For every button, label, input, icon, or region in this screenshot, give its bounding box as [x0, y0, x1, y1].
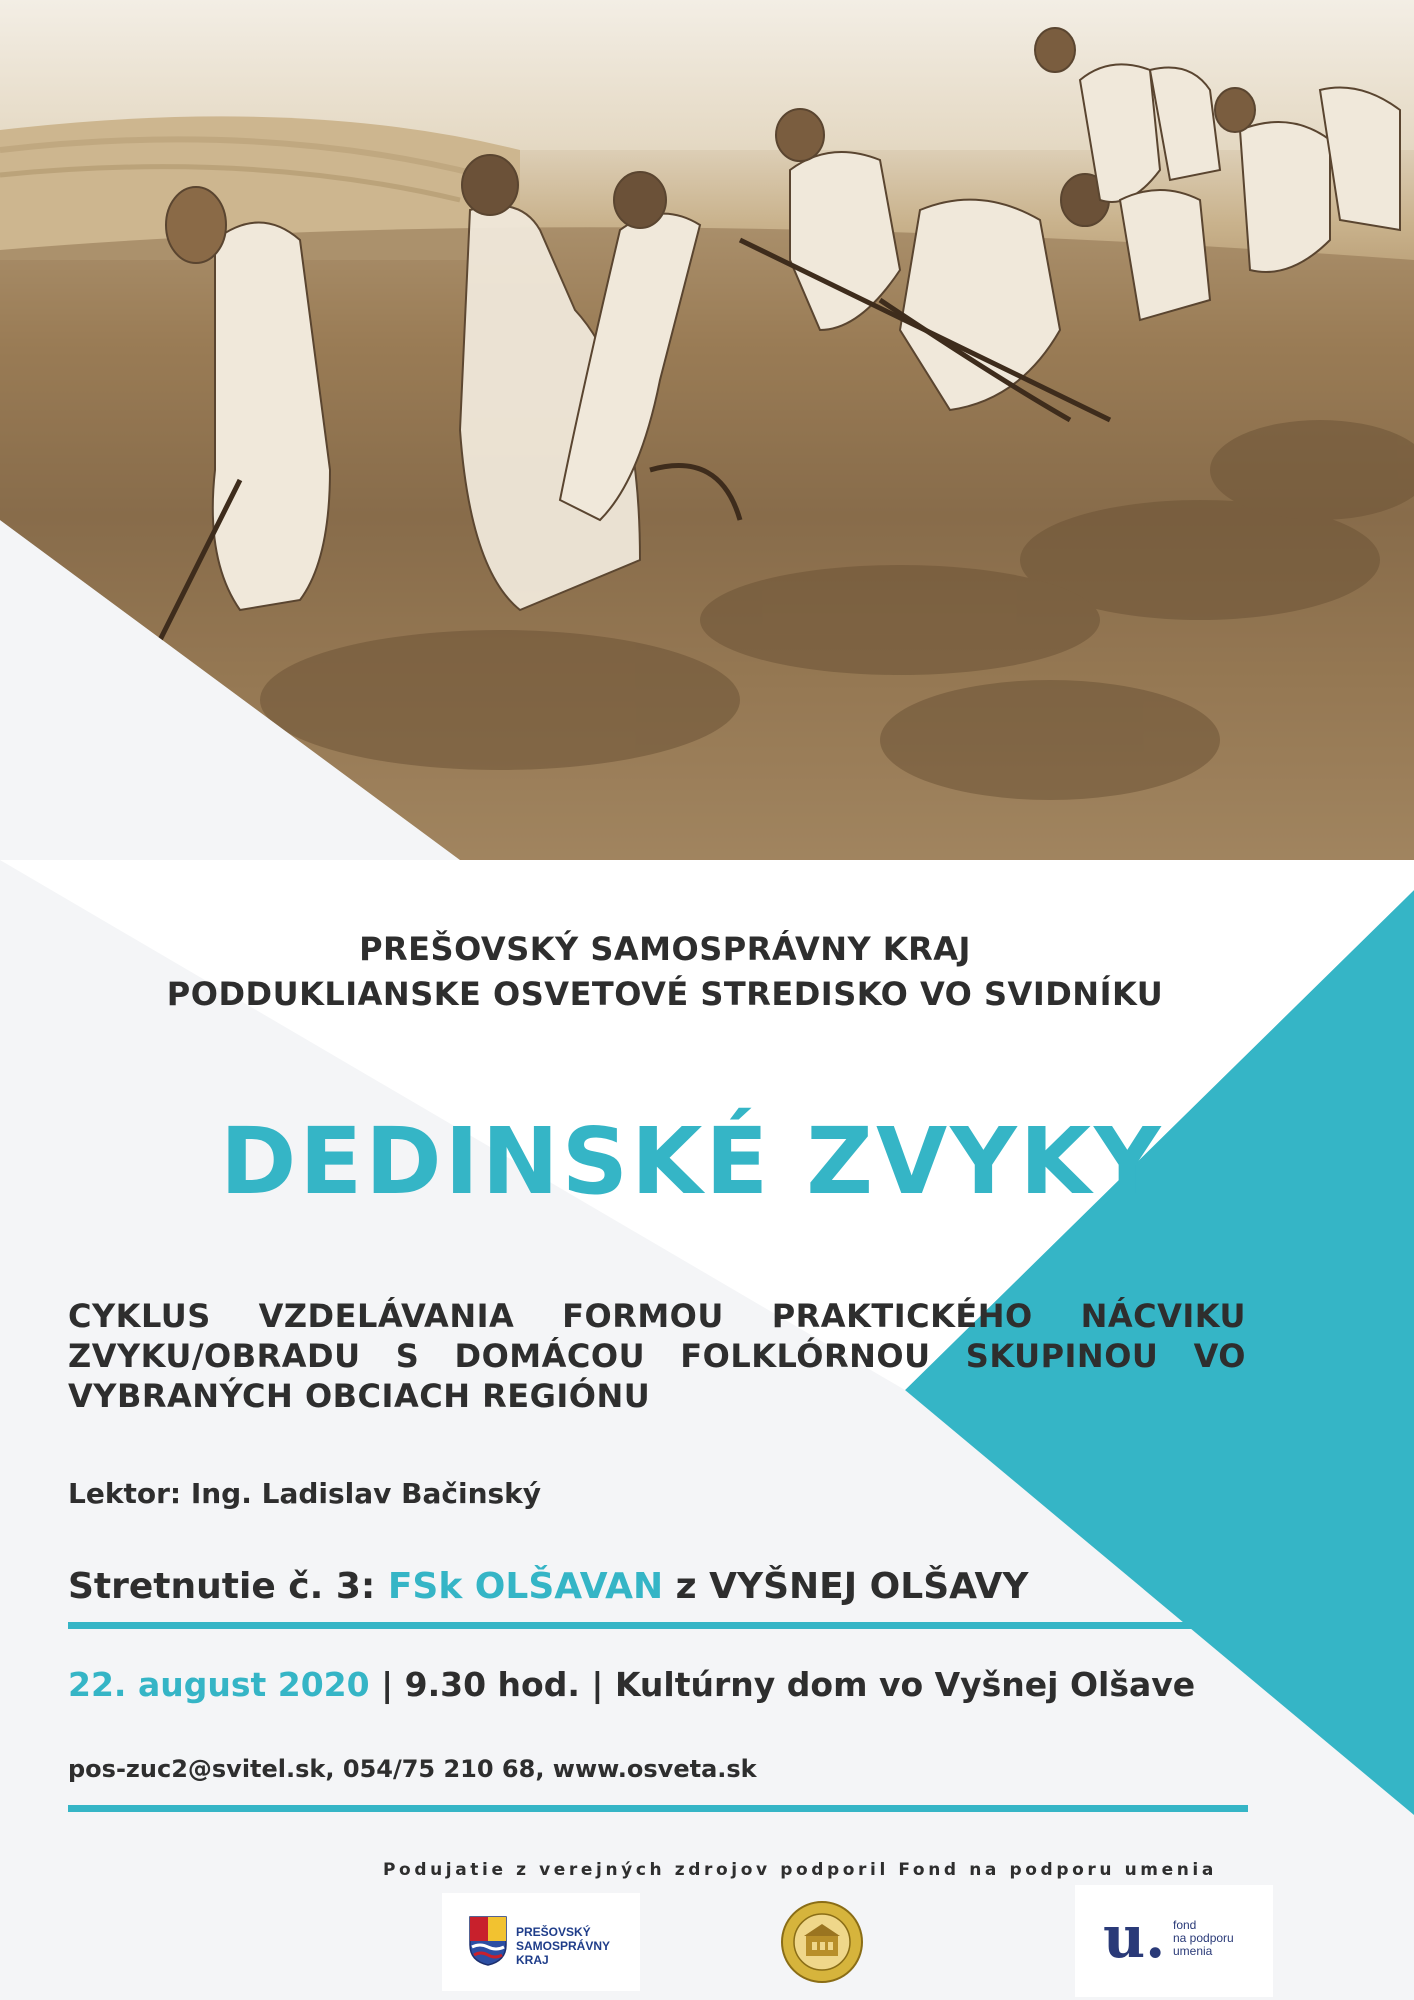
harvest-illustration	[0, 0, 1414, 860]
org-line-1: PREŠOVSKÝ SAMOSPRÁVNY KRAJ	[359, 930, 971, 968]
event-venue: Kultúrny dom vo Vyšnej Olšave	[614, 1665, 1196, 1704]
meeting-line	[68, 1566, 1028, 1607]
event-description: CYKLUS VZDELÁVANIA FORMOU PRAKTICKÉHO NÁCVIKU ZVYKU/OBRADU S DOMÁCOU FOLKLÓRNOU SKUPINOU VO VYBRANÝCH OBCIACH REGIÓNU	[68, 1297, 1246, 1415]
meeting-prefix: Stretnutie č. 3:	[68, 1566, 376, 1607]
fond-mark: u.	[1103, 1903, 1166, 1971]
psk-line-3: KRAJ	[516, 1953, 549, 1967]
divider-top	[68, 1622, 1248, 1629]
psk-line-2: SAMOSPRÁVNY	[516, 1939, 611, 1953]
event-date: 22. august 2020	[68, 1665, 370, 1704]
event-time: 9.30 hod.	[404, 1665, 580, 1704]
harvest-photo	[0, 0, 1414, 860]
fond-logo	[1075, 1885, 1273, 1997]
meeting-suffix: z VYŠNEJ OLŠAVY	[675, 1566, 1029, 1607]
separator-2: |	[591, 1665, 604, 1704]
org-line-2: PODDUKLIANSKE OSVETOVÉ STREDISKO VO SVIDNÍKU	[166, 975, 1164, 1013]
divider-bottom	[68, 1805, 1248, 1812]
meeting-group: FSk OLŠAVAN	[387, 1566, 664, 1607]
lecturer: Lektor: Ing. Ladislav Bačinský	[68, 1477, 542, 1510]
psk-logo	[442, 1893, 640, 1991]
psk-coat-of-arms-icon	[468, 1915, 508, 1967]
pos-seal-logo	[780, 1900, 864, 1984]
separator-1: |	[381, 1665, 394, 1704]
contact-info: pos-zuc2@svitel.sk, 054/75 210 68, www.osveta.sk	[68, 1755, 757, 1783]
fond-line-1: fond	[1173, 1918, 1197, 1932]
page-title: DEDINSKÉ ZVYKY	[220, 1108, 1164, 1215]
fond-line-3: umenia	[1173, 1944, 1213, 1958]
psk-line-1: PREŠOVSKÝ	[516, 1925, 591, 1939]
support-note: Podujatie z verejných zdrojov podporil Fond na podporu umenia	[383, 1860, 1217, 1880]
fond-line-2: na podporu	[1173, 1931, 1234, 1945]
event-details	[68, 1665, 1195, 1704]
